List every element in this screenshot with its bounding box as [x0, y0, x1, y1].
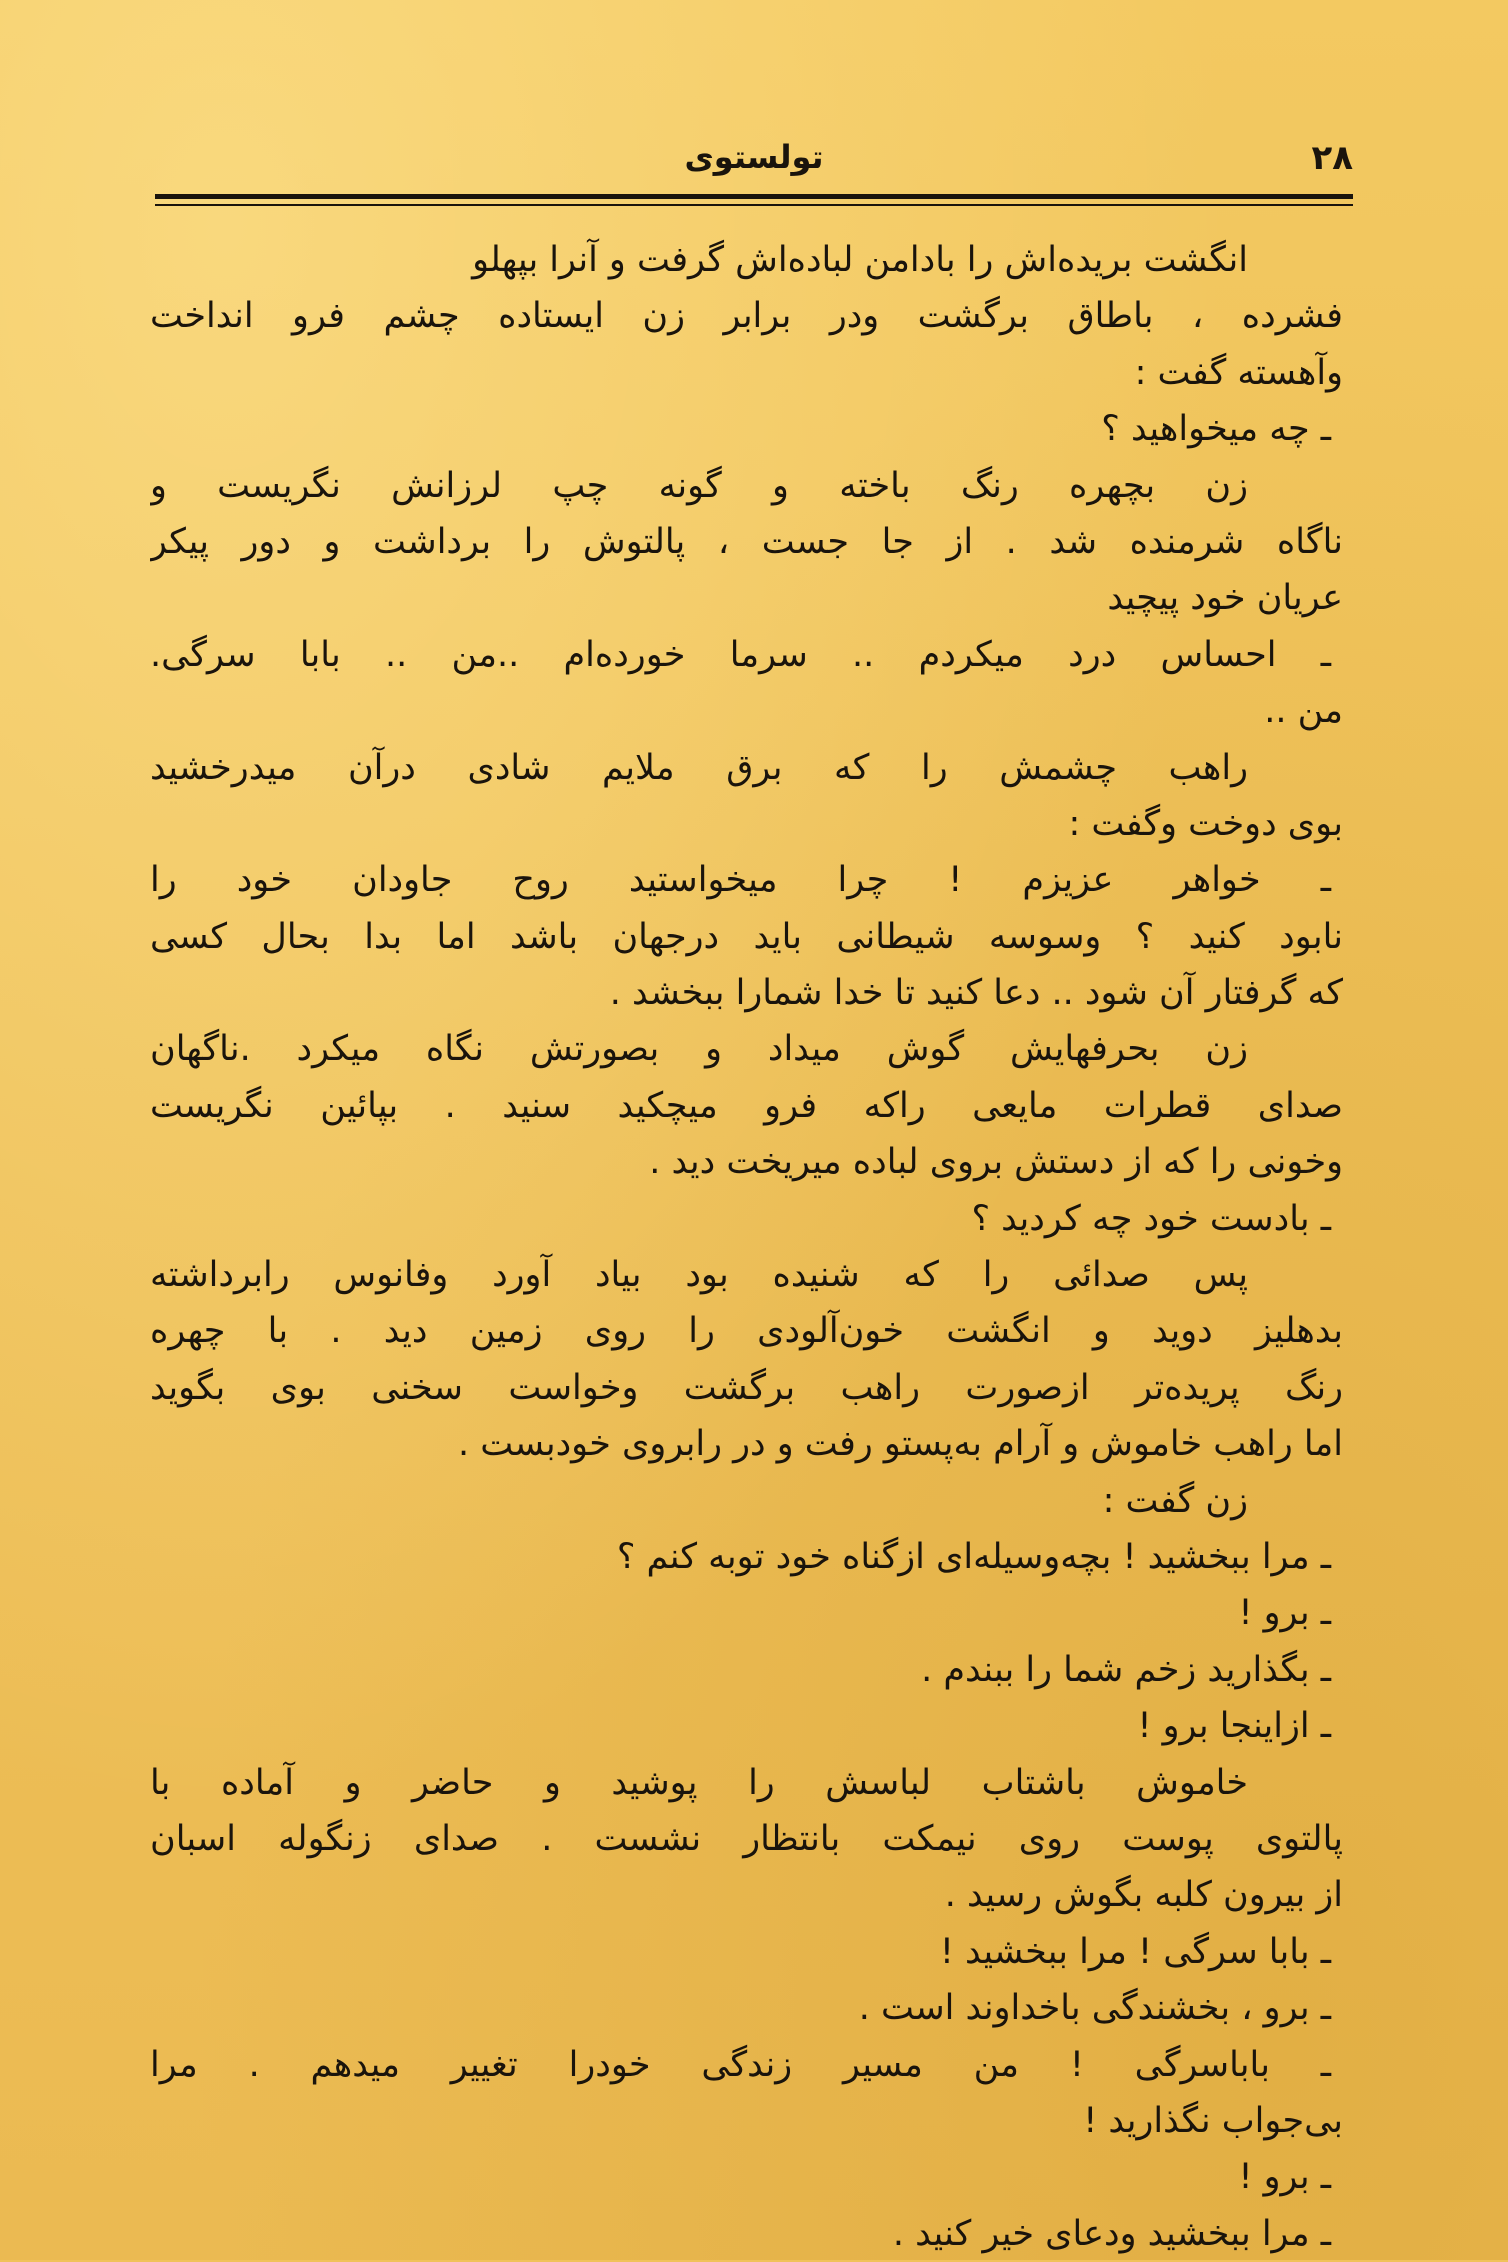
text-line: راهب چشمش را که برق ملایم شادی درآن میدرخشید: [150, 747, 1248, 788]
text-line: وآهسته گفت :: [1134, 352, 1343, 393]
dialogue-line: ـ چه میخواهید ؟: [1101, 409, 1331, 450]
text-line: خاموش باشتاب لباسش را پوشید و حاضر و آماده با: [150, 1762, 1248, 1803]
dialogue-line: ـ احساس درد میکردم .. سرما خورده‌ام ..من .. بابا سرگی.: [150, 634, 1331, 675]
text-line: اما راهب خاموش و آرام به‌پستو رفت و در رابروی خودبست .: [458, 1424, 1343, 1465]
text-line: بی‌جواب نگذارید !: [1083, 2100, 1343, 2141]
dialogue-line: ـ بابا سرگی ! مرا ببخشید !: [939, 1931, 1331, 1972]
body-text: [150, 232, 1343, 2262]
text-line: رنگ پریده‌تر ازصورت راهب برگشت وخواست سخنی بوی بگوید: [150, 1367, 1343, 1408]
header-rule-thin: [155, 204, 1353, 206]
text-line: وخونی را که از دستش بروی لباده میریخت دید .: [649, 1142, 1343, 1183]
dialogue-line: ـ برو !: [1238, 2157, 1331, 2198]
dialogue-line: ـ خواهر عزیزم ! چرا میخواستید روح جاودان خود را: [150, 860, 1331, 901]
text-line: ناگاه شرمنده شد . از جا جست ، پالتوش را برداشت و دور پیکر: [150, 521, 1343, 562]
text-line: زن بحرفهایش گوش میداد و بصورتش نگاه میکرد .ناگهان: [150, 1029, 1248, 1070]
text-line: من ..: [1264, 691, 1343, 732]
dialogue-line: ـ برو ، بخشندگی باخداوند است .: [858, 1988, 1331, 2029]
dialogue-line: ـ بگذارید زخم شما را ببندم .: [921, 1649, 1331, 1690]
text-line: زن گفت :: [1102, 1480, 1248, 1521]
text-line: زن بچهره رنگ باخته و گونه چپ لرزانش نگریست و: [150, 465, 1248, 506]
page-header: [155, 138, 1353, 188]
dialogue-line: ـ باباسرگی ! من مسیر زندگی خودرا تغییر میدهم . مرا: [150, 2044, 1331, 2085]
dialogue-line: ـ برو !: [1238, 1593, 1331, 1634]
text-line: صدای قطرات مایعی راکه فرو میچکید سنید . بپائین نگریست: [150, 1085, 1343, 1126]
dialogue-line: ـ بادست خود چه کردید ؟: [971, 1198, 1331, 1239]
header-rule-thick: [155, 194, 1353, 199]
dialogue-line: ـ ازاینجا برو !: [1137, 1706, 1331, 1747]
text-line: بدهلیز دوید و انگشت خون‌آلودی را روی زمین دید . با چهره: [150, 1311, 1343, 1352]
text-line: انگشت بریده‌اش را بادامن لباده‌اش گرفت و آنرا بپهلو: [472, 240, 1248, 280]
page-number: ۲۸: [1311, 138, 1353, 178]
text-line: که گرفتار آن شود .. دعا کنید تا خدا شمارا ببخشد .: [609, 973, 1343, 1014]
text-line: پس صدائی را که شنیده بود بیاد آورد وفانوس رابرداشته: [150, 1255, 1248, 1296]
text-line: پالتوی پوست روی نیمکت بانتظار نشست . صدای زنگوله اسبان: [150, 1818, 1343, 1859]
text-line: بوی دوخت وگفت :: [1068, 803, 1343, 844]
running-title: تولستوی: [684, 138, 824, 176]
text-line: از بیرون کلبه بگوش رسید .: [944, 1875, 1343, 1916]
dialogue-line: ـ مرا ببخشید ودعای خیر کنید .: [892, 2213, 1331, 2254]
text-line: فشرده ، باطاق برگشت ودر برابر زن ایستاده چشم فرو انداخت: [150, 296, 1343, 337]
text-line: عریان خود پیچید: [1107, 578, 1343, 619]
dialogue-line: ـ مرا ببخشید ! بچه‌وسیله‌ای ازگناه خود توبه کنم ؟: [616, 1536, 1331, 1577]
text-line: نابود کنید ؟ وسوسه شیطانی باید درجهان باشد اما بدا بحال کسی: [150, 916, 1343, 957]
